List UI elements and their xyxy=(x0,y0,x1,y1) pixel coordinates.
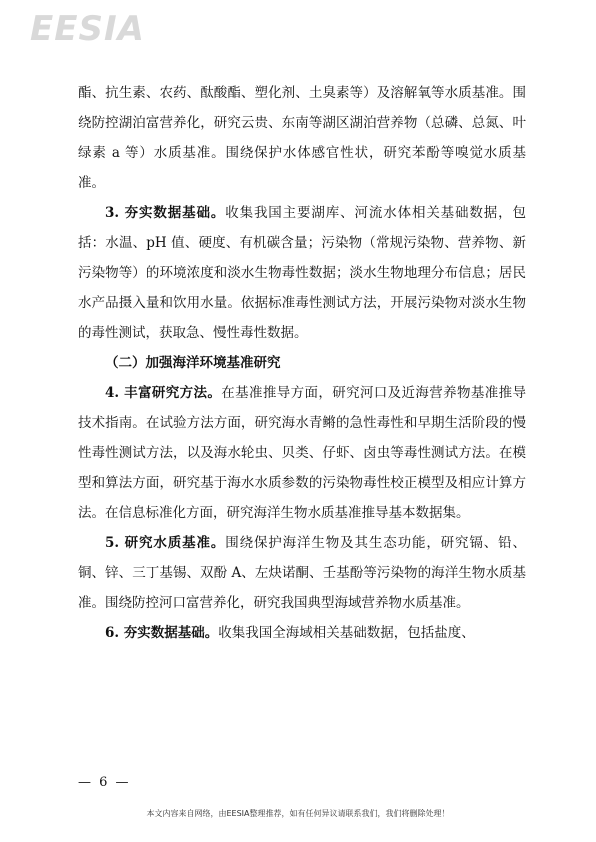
paragraph-item-5 xyxy=(78,528,526,618)
eesia-logo: EESIA xyxy=(30,9,145,49)
paragraph-text: 收集我国主要湖库、河流水体相关基础数据，包括：水温、pH 值、硬度、有机碳含量；污染物（常规污染物、营养物、新污染物等）的环境浓度和淡水生物毒性数据；淡水生物地理分布信息；居民水产品摄入量和饮用水量。依据标准毒性测试方法，开展污染物对淡水生物的毒性测试，获取急、慢性毒性数据。 xyxy=(78,205,527,341)
footer-disclaimer: 本文内容来自网络，由EESIA整理推荐，如有任何异议请联系我们，我们将删除处理！ xyxy=(146,809,450,818)
page-number: — 6 — xyxy=(78,775,131,790)
paragraph-item-3 xyxy=(78,198,526,348)
section-heading: （二）加强海洋环境基准研究 xyxy=(105,355,281,371)
paragraph-text: 围绕保护海洋生物及其生态功能，研究镉、铅、铜、锌、三丁基锡、双酚 A、左炔诺酮、壬基酚等污染物的海洋生物水质基准。围绕防控河口富营养化，研究我国典型海域营养物水质基准。 xyxy=(78,535,527,611)
item-heading: 4. 丰富研究方法。 xyxy=(105,385,222,401)
item-heading: 3. 夯实数据基础。 xyxy=(105,205,226,221)
paragraph-text: 酯、抗生素、农药、酞酸酯、塑化剂、土臭素等）及溶解氧等水质基准。围绕防控湖泊富营养化，研究云贵、东南等湖区湖泊营养物（总磷、总氮、叶绿素 a 等）水质基准。围绕保护水体感官性状，研究苯酚等嗅觉水质基准。 xyxy=(78,85,526,191)
item-heading: 6. 夯实数据基础。 xyxy=(105,625,219,641)
paragraph-item-6 xyxy=(78,618,526,648)
paragraph-continued xyxy=(78,78,526,198)
paragraph-text: 收集我国全海域相关基础数据，包括盐度、 xyxy=(218,625,475,641)
item-heading: 5. 研究水质基准。 xyxy=(105,535,226,551)
document-body xyxy=(78,78,526,648)
paragraph-item-4 xyxy=(78,378,526,528)
paragraph-text: 在基准推导方面，研究河口及近海营养物基准推导技术指南。在试验方法方面，研究海水青鳉的急性毒性和早期生活阶段的慢性毒性测试方法，以及海水轮虫、贝类、仔虾、卤虫等毒性测试方法。在模型和算法方面，研究基于海水水质参数的污染物毒性校正模型及相应计算方法。在信息标准化方面，研究海洋生物水质基准推导基本数据集。 xyxy=(78,385,526,521)
